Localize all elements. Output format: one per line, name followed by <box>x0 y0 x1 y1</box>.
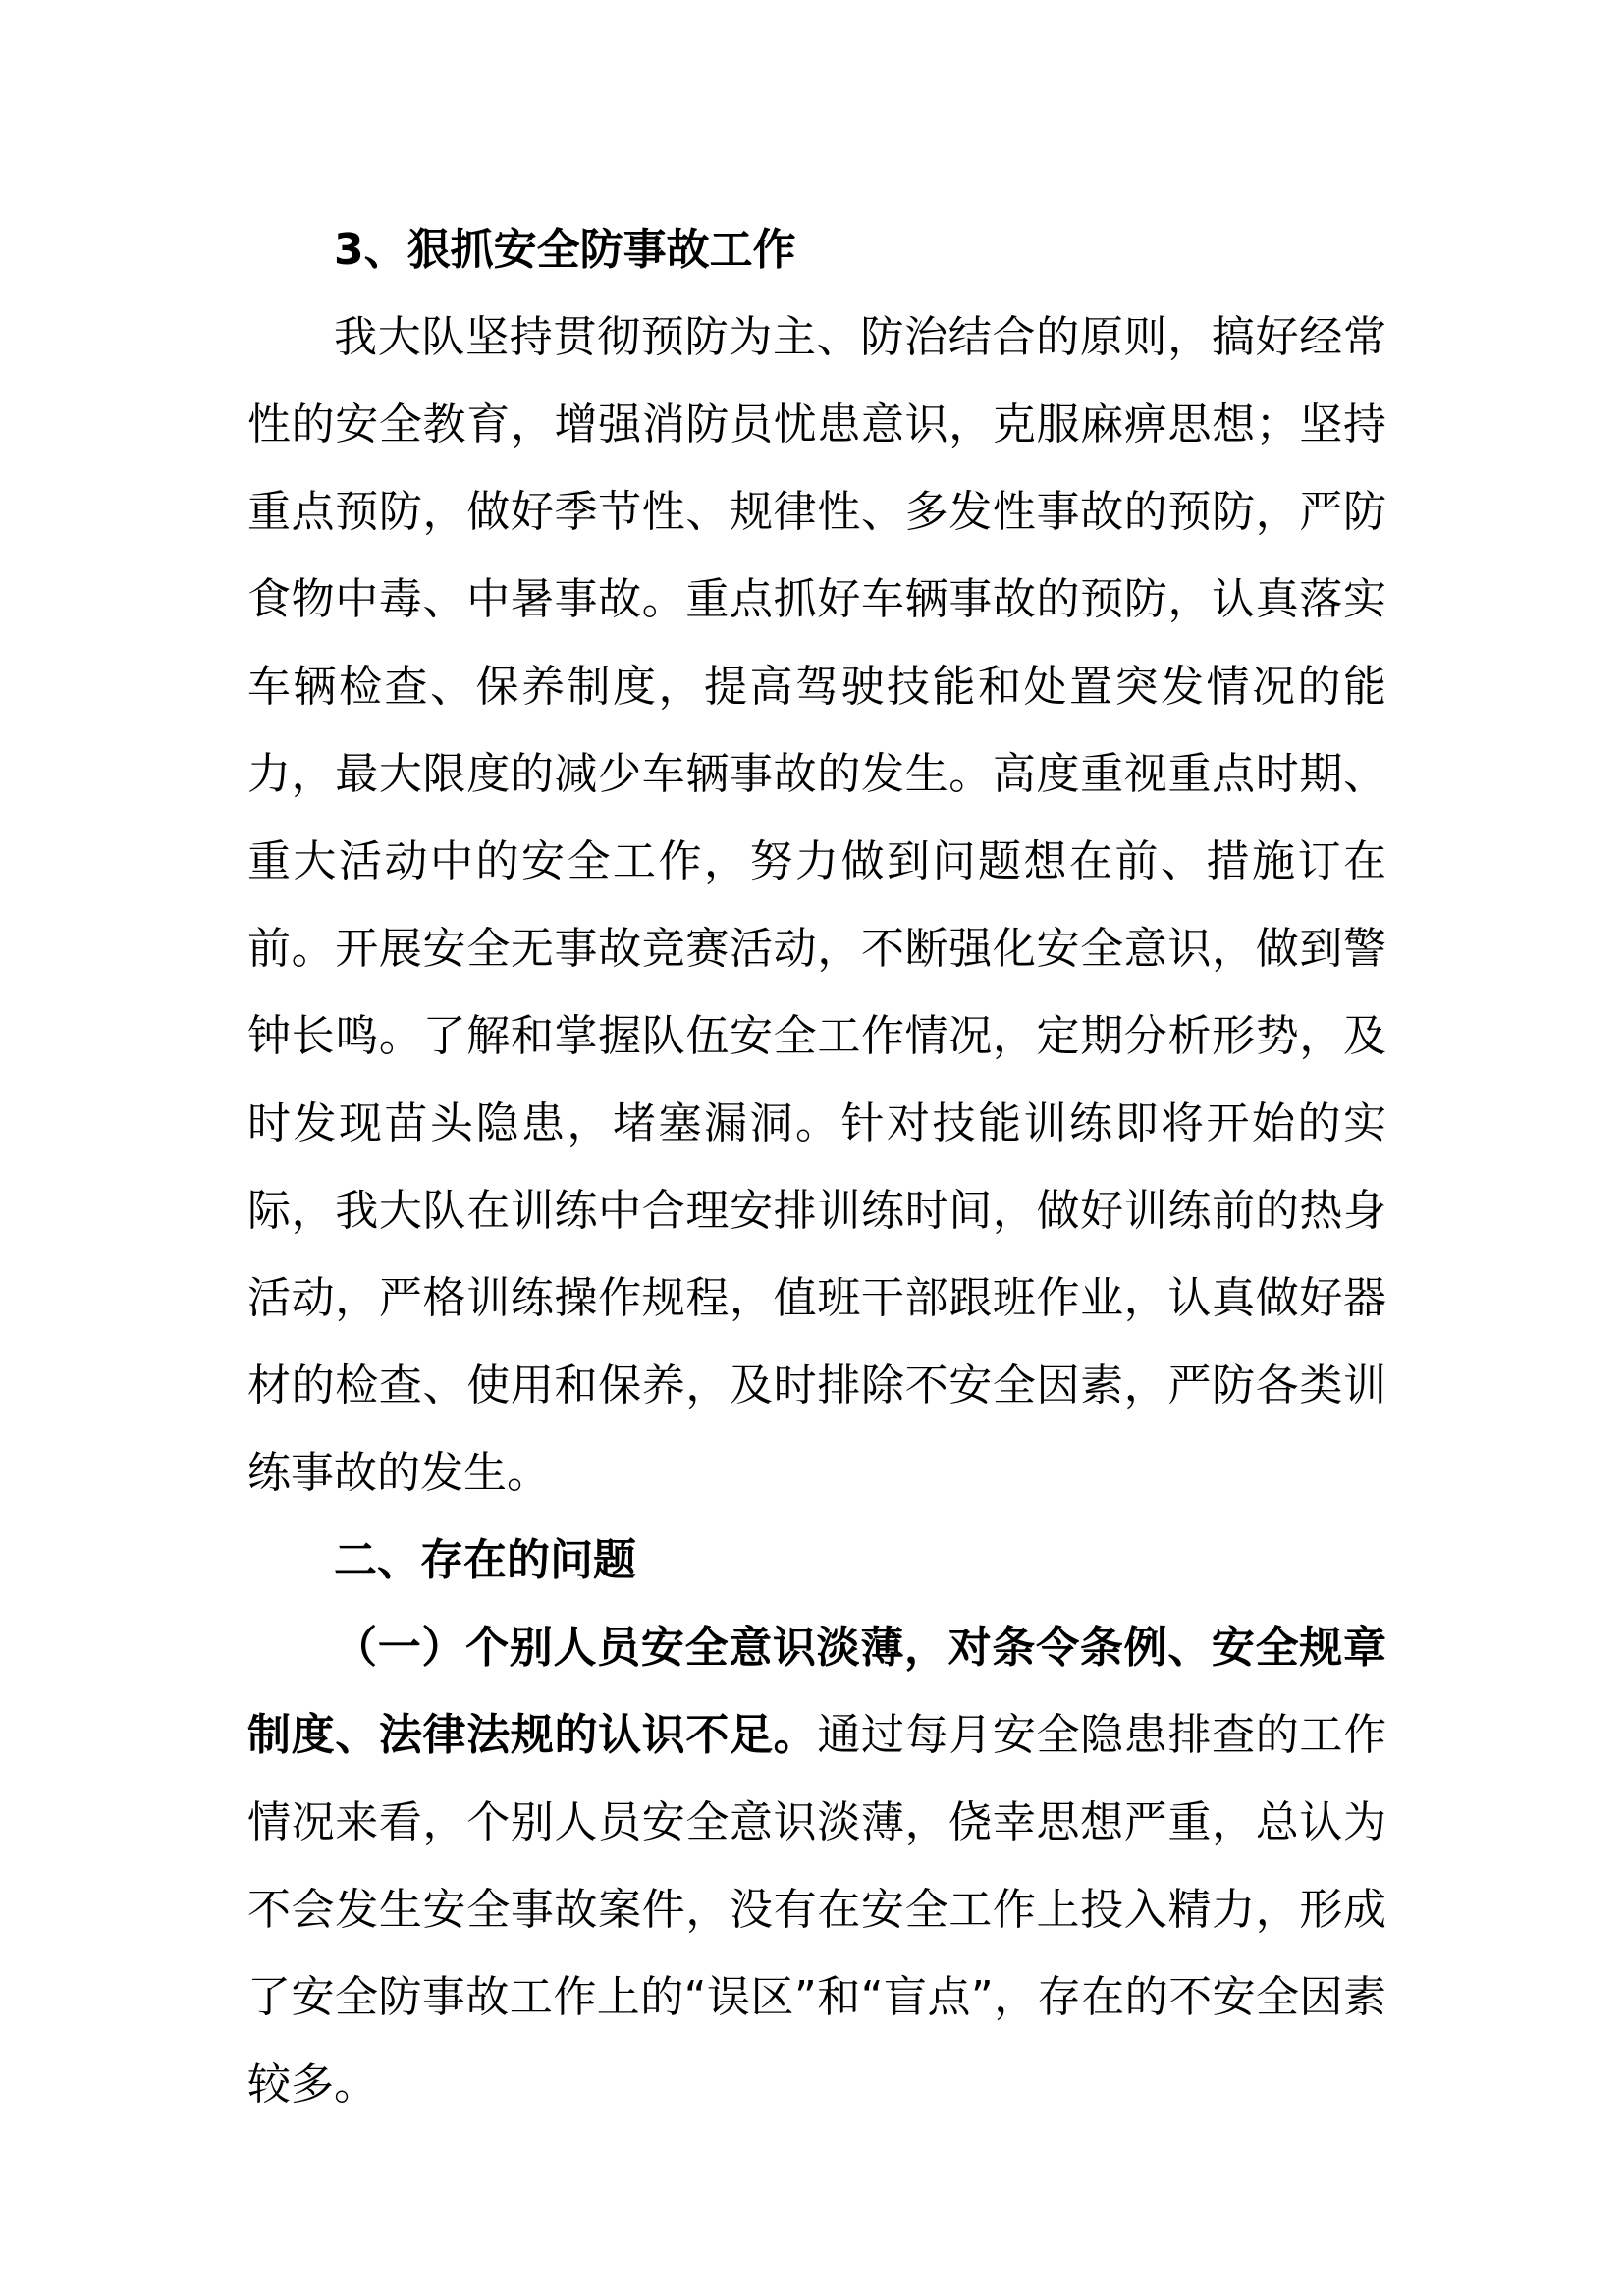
section-3-paragraph: 我大队坚持贯彻预防为主、防治结合的原则，搞好经常性的安全教育，增强消防员忧患意识，克服麻痹思想；坚持重点预防，做好季节性、规律性、多发性事故的预防，严防食物中毒、中暑事故。重点抓好车辆事故的预防，认真落实车辆检查、保养制度，提高驾驶技能和处置突发情况的能力，最大限度的减少车辆事故的发生。高度重视重点时期、重大活动中的安全工作，努力做到问题想在前、措施订在前。开展安全无事故竞赛活动，不断强化安全意识，做到警钟长鸣。了解和掌握队伍安全工作情况，定期分析形势，及时发现苗头隐患，堵塞漏洞。针对技能训练即将开始的实际，我大队在训练中合理安排训练时间，做好训练前的热身活动，严格训练操作规程，值班干部跟班作业，认真做好器材的检查、使用和保养，及时排除不安全因素，严防各类训练事故的发生。 <box>247 312 1386 1498</box>
section-3-heading: 3、狠抓安全防事故工作 <box>334 225 796 275</box>
issue-1-paragraph <box>247 1604 1386 2128</box>
document-body <box>247 206 1386 2128</box>
part-2-heading: 二、存在的问题 <box>334 1535 636 1585</box>
issue-1-text: 通过每月安全隐患排查的工作情况来看，个别人员安全意识淡薄，侥幸思想严重，总认为不会发生安全事故案件，没有在安全工作上投入精力，形成了安全防事故工作上的“误区”和“盲点”，存在的不安全因素较多。 <box>247 1710 1387 2109</box>
issue-1-title: （一）个别人员安全意识淡薄，对条令条例、安全规章制度、法律法规的认识不足。 <box>247 1623 1386 1760</box>
